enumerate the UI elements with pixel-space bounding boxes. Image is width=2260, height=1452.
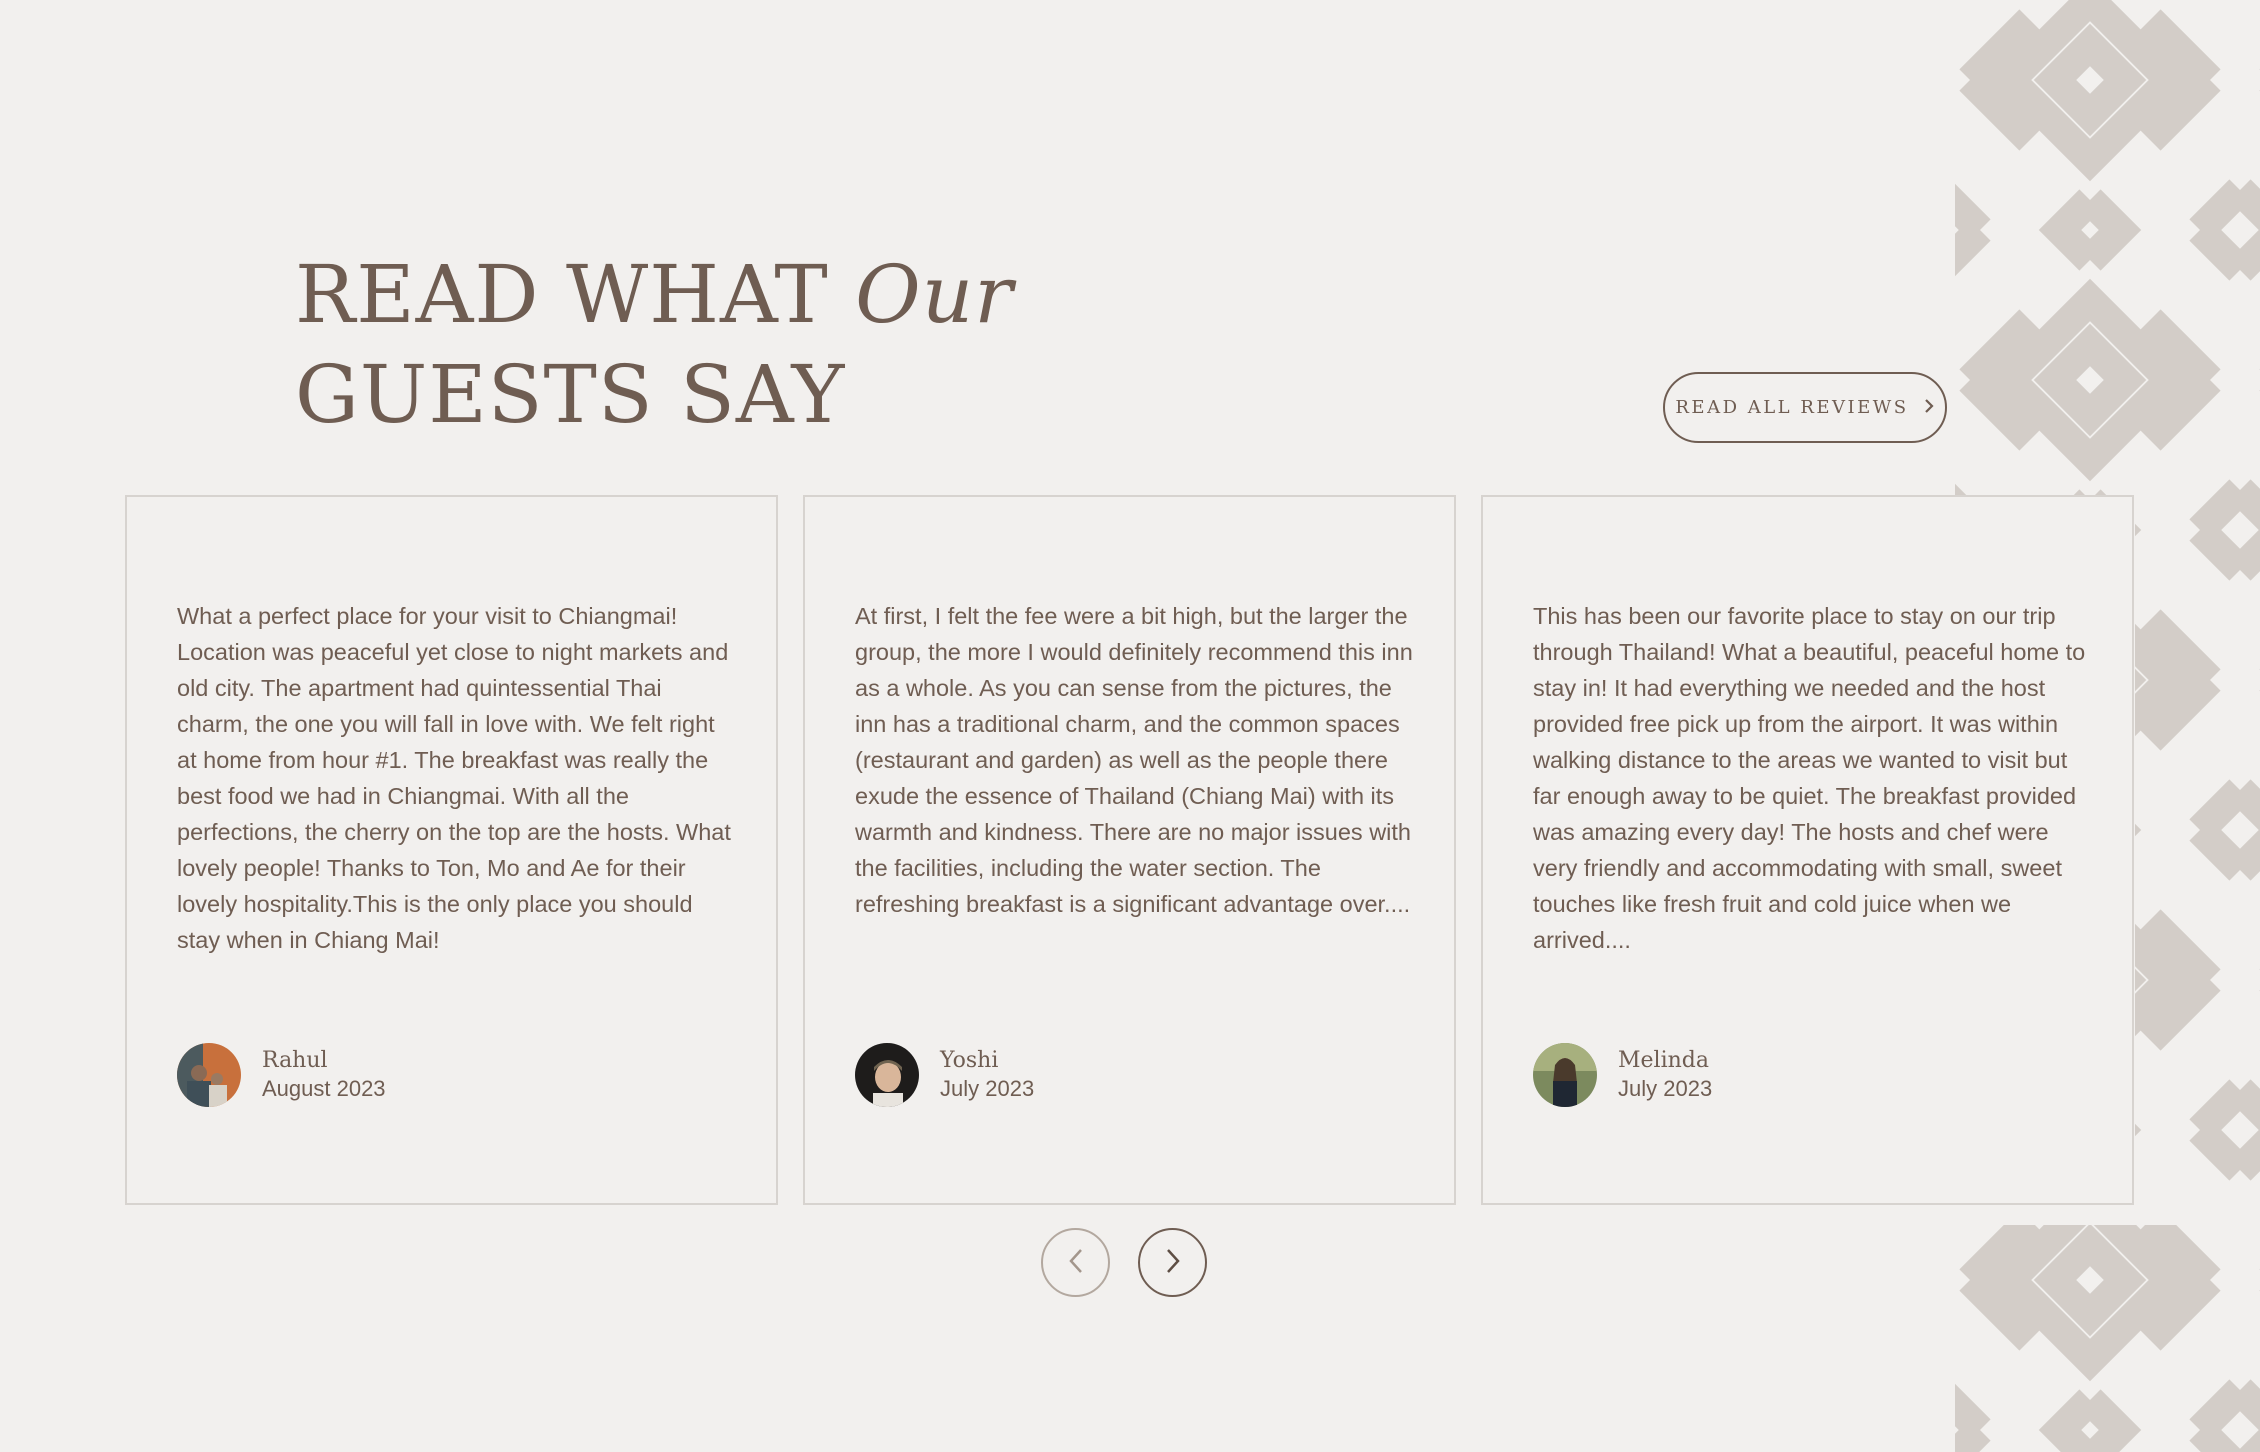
author-name: Melinda xyxy=(1618,1048,1709,1073)
review-date: July 2023 xyxy=(1618,1076,1713,1101)
review-date: July 2023 xyxy=(940,1076,1035,1101)
review-card xyxy=(803,495,1456,1205)
review-author xyxy=(177,1043,386,1107)
title-italic-word: Our xyxy=(855,248,1014,341)
review-text: At first, I felt the fee were a bit high, but the larger the group, the more I would definitely recommend this inn as a whole. As you can sense from the pictures, the inn has a traditional charm, and the common spaces (restaurant and garden) as well as the people there exude the essence of Thailand (Chiang Mai) with its warmth and kindness. There are no major issues with the facilities, including the water section. The refreshing breakfast is a significant advantage over.... xyxy=(855,603,1413,917)
carousel-next-button[interactable] xyxy=(1138,1228,1207,1297)
chevron-right-icon xyxy=(1164,1247,1182,1279)
author-name: Yoshi xyxy=(940,1048,999,1073)
avatar xyxy=(177,1043,241,1107)
carousel-prev-button[interactable] xyxy=(1041,1228,1110,1297)
review-text: What a perfect place for your visit to Chiangmai! Location was peaceful yet close to night markets and old city. The apartment had quintessential Thai charm, the one you will fall in love with. We felt right at home from hour #1. The breakfast was really the best food we had in Chiangmai. With all the perfections, the cherry on the top are the hosts. What lovely people! Thanks to Ton, Mo and Ae for their lovely hospitality.This is the only place you should stay when in Chiang Mai! xyxy=(177,603,731,953)
review-card xyxy=(125,495,778,1205)
chevron-left-icon xyxy=(1067,1247,1085,1279)
review-author xyxy=(1533,1043,1712,1107)
section-title xyxy=(295,245,1095,445)
review-card xyxy=(1481,495,2134,1205)
read-all-reviews-button[interactable] xyxy=(1663,372,1947,443)
review-author xyxy=(855,1043,1034,1107)
author-name: Rahul xyxy=(262,1048,328,1073)
chevron-right-icon xyxy=(1923,395,1935,420)
review-date: August 2023 xyxy=(262,1076,386,1101)
read-all-reviews-label: READ ALL REVIEWS xyxy=(1675,397,1909,418)
title-line-1: READ WHAT xyxy=(295,248,856,341)
avatar xyxy=(855,1043,919,1107)
avatar xyxy=(1533,1043,1597,1107)
review-text: This has been our favorite place to stay on our trip through Thailand! What a beautiful, peaceful home to stay in! It had everything we needed and the host provided free pick up from the airport. It was within walking distance to the areas we wanted to visit but far enough away to be quiet. The breakfast provided was amazing every day! The hosts and chef were very friendly and accommodating with small, sweet touches like fresh fruit and cold juice when we arrived.... xyxy=(1533,603,2086,953)
title-line-2: GUESTS SAY xyxy=(295,348,846,441)
